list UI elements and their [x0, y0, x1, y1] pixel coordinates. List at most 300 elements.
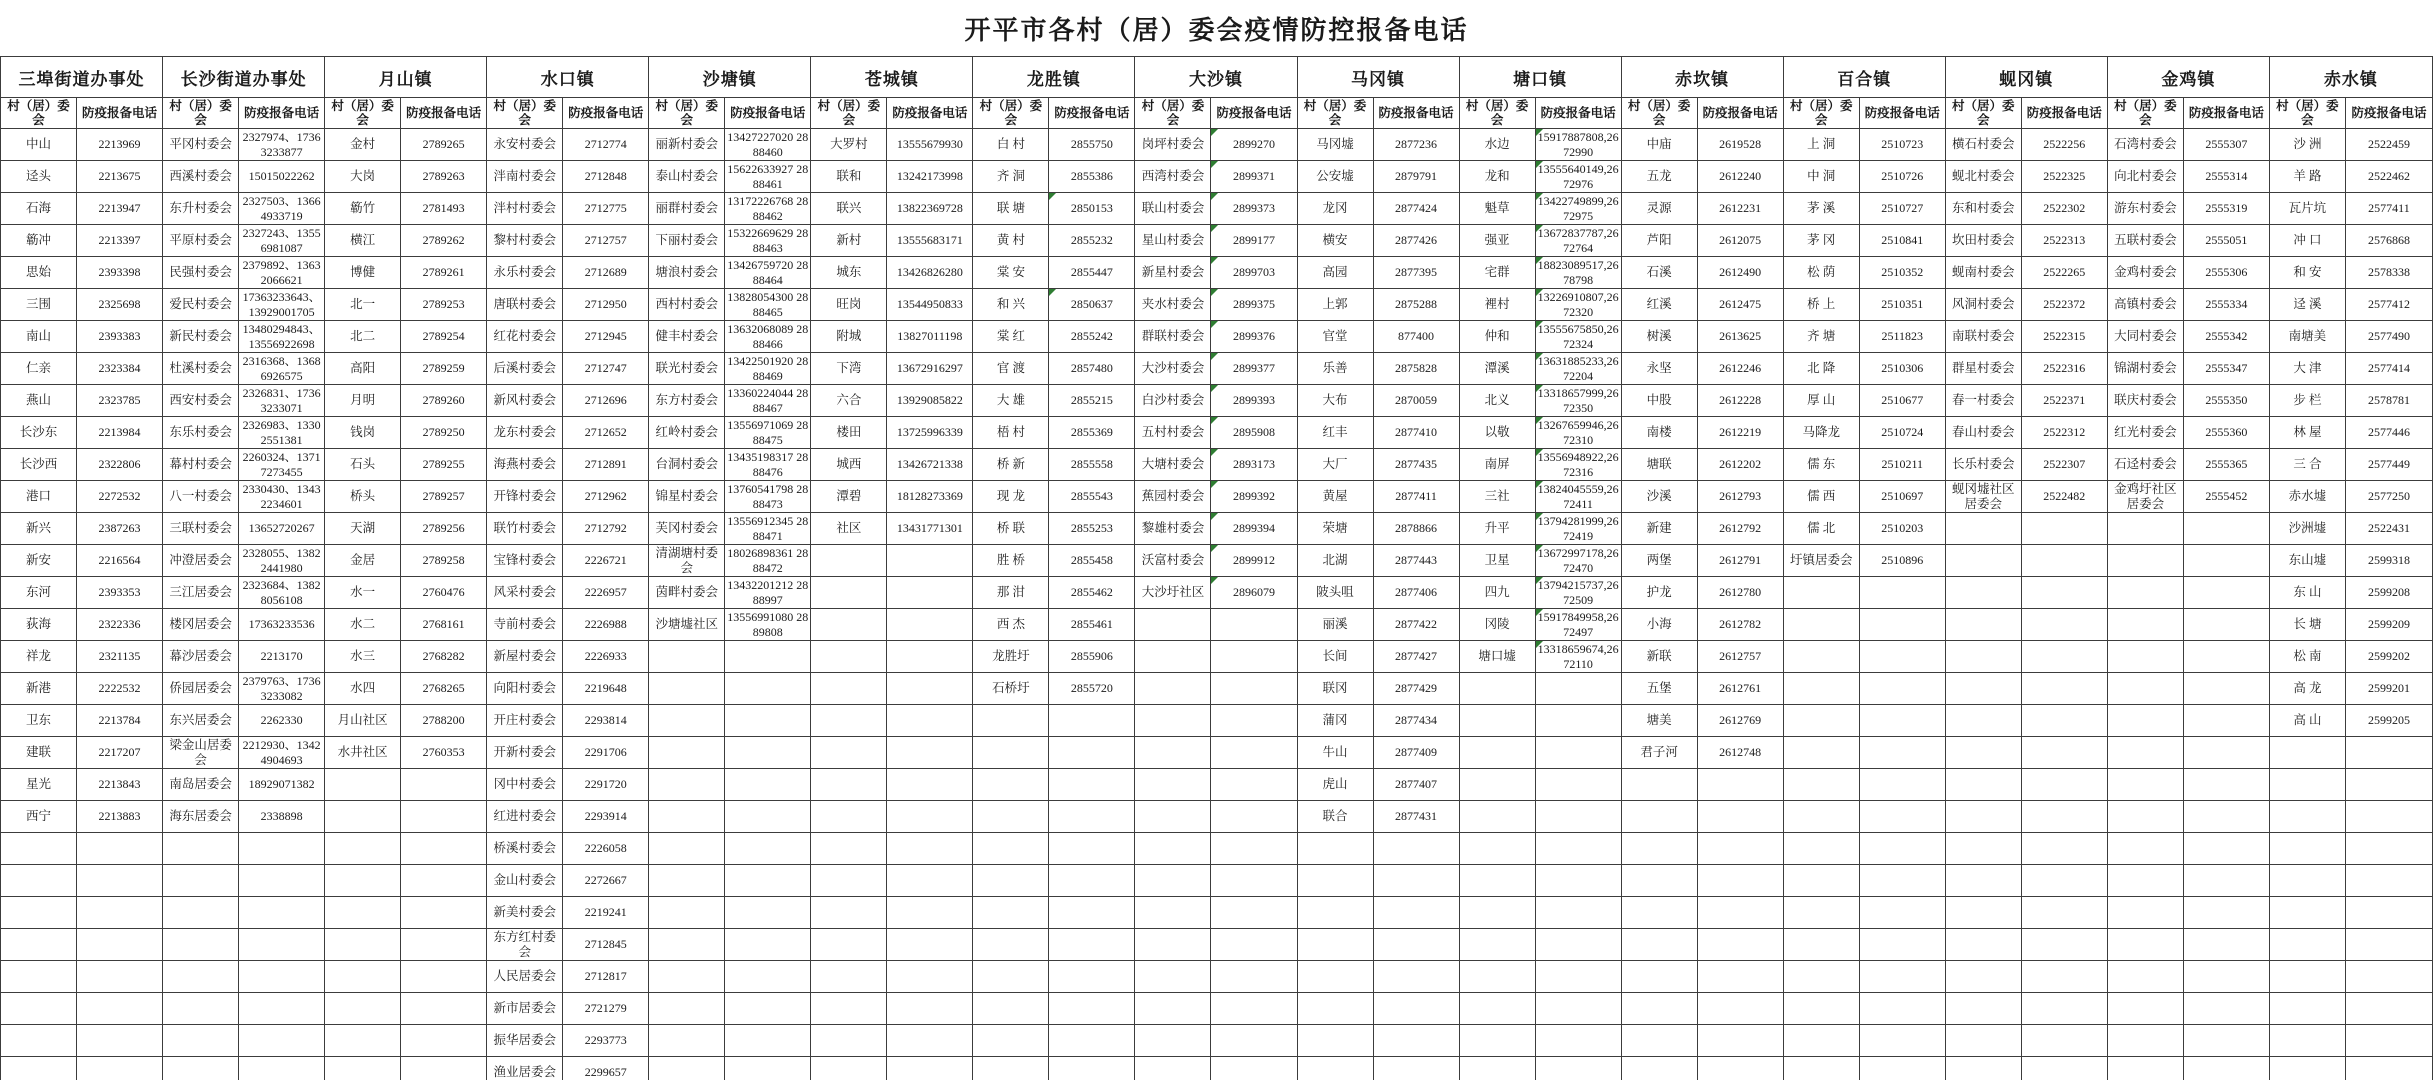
- phone-column-header: 防疫报备电话: [563, 98, 649, 129]
- village-cell: 中 洞: [1783, 161, 1859, 193]
- village-column-header: 村（居）委会: [1297, 98, 1373, 129]
- phone-cell: 2619528: [1697, 129, 1783, 161]
- phone-cell: 2899371: [1211, 161, 1297, 193]
- village-cell: [2107, 513, 2183, 545]
- phone-cell: [239, 1057, 325, 1080]
- village-cell: [1459, 833, 1535, 865]
- phone-cell: [2021, 673, 2107, 705]
- phone-cell: 2712891: [563, 449, 649, 481]
- village-cell: [1783, 737, 1859, 769]
- village-cell: [811, 673, 887, 705]
- village-cell: 新民村委会: [163, 321, 239, 353]
- phone-cell: [1697, 1057, 1783, 1080]
- phone-cell: 2262330: [239, 705, 325, 737]
- village-cell: [811, 1057, 887, 1080]
- phone-cell: 2510727: [1859, 193, 1945, 225]
- village-cell: 潭碧: [811, 481, 887, 513]
- phone-cell: 2789263: [401, 161, 487, 193]
- village-cell: 健丰村委会: [649, 321, 725, 353]
- phone-cell: 2789258: [401, 545, 487, 577]
- phone-cell: [1535, 993, 1621, 1025]
- village-cell: [973, 865, 1049, 897]
- village-cell: 开锋村委会: [487, 481, 563, 513]
- village-cell: 东河: [1, 577, 77, 609]
- phone-cell: [1697, 897, 1783, 929]
- village-cell: 城东: [811, 257, 887, 289]
- phone-cell: [1859, 1057, 1945, 1080]
- village-cell: 联竹村委会: [487, 513, 563, 545]
- village-cell: 后溪村委会: [487, 353, 563, 385]
- village-cell: [649, 801, 725, 833]
- phone-cell: 2291706: [563, 737, 649, 769]
- phone-cell: 2612769: [1697, 705, 1783, 737]
- village-cell: 裡村: [1459, 289, 1535, 321]
- village-cell: 港口: [1, 481, 77, 513]
- village-cell: [2107, 993, 2183, 1025]
- village-cell: [1621, 769, 1697, 801]
- village-cell: 芙冈村委会: [649, 513, 725, 545]
- village-cell: 沙 洲: [2269, 129, 2345, 161]
- village-cell: 旺岗: [811, 289, 887, 321]
- village-cell: 红丰: [1297, 417, 1373, 449]
- phone-cell: 2327503、13664933719: [239, 193, 325, 225]
- village-cell: 红岭村委会: [649, 417, 725, 449]
- village-cell: 幕村村委会: [163, 449, 239, 481]
- village-cell: 桥 上: [1783, 289, 1859, 321]
- phone-cell: 13426826280: [887, 257, 973, 289]
- phone-cell: [1373, 897, 1459, 929]
- phone-cell: 2577446: [2345, 417, 2432, 449]
- village-cell: [1297, 929, 1373, 961]
- village-cell: 黄屋: [1297, 481, 1373, 513]
- phone-cell: 2555365: [2183, 449, 2269, 481]
- table-row: [1, 481, 2433, 513]
- village-cell: 海东居委会: [163, 801, 239, 833]
- village-cell: 马冈墟: [1297, 129, 1373, 161]
- village-cell: 君子河: [1621, 737, 1697, 769]
- town-header: 百合镇: [1783, 57, 1945, 98]
- phone-cell: 13172226768 2888462: [725, 193, 811, 225]
- village-cell: 大岗: [325, 161, 401, 193]
- village-cell: 永安村委会: [487, 129, 563, 161]
- phone-cell: 13824045559,2672411: [1535, 481, 1621, 513]
- village-cell: [973, 897, 1049, 929]
- table-row: [1, 609, 2433, 641]
- phone-cell: 13827011198: [887, 321, 973, 353]
- phone-cell: [2345, 1025, 2432, 1057]
- phone-cell: 13556912345 2888471: [725, 513, 811, 545]
- phone-cell: [1859, 609, 1945, 641]
- phone-cell: 2599201: [2345, 673, 2432, 705]
- village-cell: [811, 833, 887, 865]
- village-column-header: 村（居）委会: [163, 98, 239, 129]
- phone-cell: 2712950: [563, 289, 649, 321]
- phone-cell: 15917849958,2672497: [1535, 609, 1621, 641]
- phone-cell: 2712774: [563, 129, 649, 161]
- village-cell: [973, 993, 1049, 1025]
- village-cell: [649, 737, 725, 769]
- phone-cell: 2599205: [2345, 705, 2432, 737]
- village-cell: [1945, 545, 2021, 577]
- phone-cell: [1211, 705, 1297, 737]
- village-cell: 新港: [1, 673, 77, 705]
- phone-cell: 13652720267: [239, 513, 325, 545]
- village-cell: 下丽村委会: [649, 225, 725, 257]
- phone-cell: [2183, 641, 2269, 673]
- village-cell: 大 雄: [973, 385, 1049, 417]
- phone-cell: [77, 993, 163, 1025]
- town-header: 三埠街道办事处: [1, 57, 163, 98]
- phone-cell: 13426759720 2888464: [725, 257, 811, 289]
- phone-cell: [2021, 737, 2107, 769]
- phone-cell: 2577449: [2345, 449, 2432, 481]
- village-cell: [1783, 577, 1859, 609]
- phone-cell: [1211, 897, 1297, 929]
- village-column-header: 村（居）委会: [1, 98, 77, 129]
- village-cell: [1135, 1057, 1211, 1080]
- village-cell: [2107, 641, 2183, 673]
- phone-cell: 18929071382: [239, 769, 325, 801]
- phone-cell: 13555679930: [887, 129, 973, 161]
- phone-cell: [1211, 737, 1297, 769]
- phone-cell: [1211, 993, 1297, 1025]
- table-row: [1, 1057, 2433, 1080]
- phone-cell: 2788200: [401, 705, 487, 737]
- phone-cell: [239, 833, 325, 865]
- phone-cell: 13822369728: [887, 193, 973, 225]
- phone-cell: [1211, 961, 1297, 993]
- phone-cell: 2510203: [1859, 513, 1945, 545]
- phone-cell: [2021, 929, 2107, 961]
- village-cell: 夹水村委会: [1135, 289, 1211, 321]
- village-cell: [649, 833, 725, 865]
- phone-cell: [887, 545, 973, 577]
- village-cell: 大塘村委会: [1135, 449, 1211, 481]
- page-title: 开平市各村（居）委会疫情防控报备电话: [964, 15, 1469, 45]
- phone-cell: [1535, 1057, 1621, 1080]
- table-row: [1, 1025, 2433, 1057]
- village-column-header: 村（居）委会: [1621, 98, 1697, 129]
- phone-cell: 2293773: [563, 1025, 649, 1057]
- village-cell: [973, 1057, 1049, 1080]
- phone-cell: 2522316: [2021, 353, 2107, 385]
- table-row: [1, 769, 2433, 801]
- village-cell: 丽群村委会: [649, 193, 725, 225]
- phone-cell: 17363233536: [239, 609, 325, 641]
- table-row: [1, 225, 2433, 257]
- phone-cell: 2712945: [563, 321, 649, 353]
- village-cell: [2269, 993, 2345, 1025]
- village-cell: [1783, 1025, 1859, 1057]
- phone-cell: 2213947: [77, 193, 163, 225]
- village-cell: [973, 705, 1049, 737]
- phone-cell: 2612202: [1697, 449, 1783, 481]
- phone-column-header: 防疫报备电话: [1535, 98, 1621, 129]
- phone-cell: [77, 961, 163, 993]
- village-cell: 厚 山: [1783, 385, 1859, 417]
- phone-cell: [725, 929, 811, 961]
- phone-cell: 2877443: [1373, 545, 1459, 577]
- village-cell: 长间: [1297, 641, 1373, 673]
- phone-cell: 13672837787,2672764: [1535, 225, 1621, 257]
- village-cell: [2107, 1057, 2183, 1080]
- phone-cell: 2612782: [1697, 609, 1783, 641]
- phone-cell: 2899375: [1211, 289, 1297, 321]
- phone-cell: [2021, 577, 2107, 609]
- village-cell: 强亚: [1459, 225, 1535, 257]
- village-cell: 松 南: [2269, 641, 2345, 673]
- village-cell: [649, 993, 725, 1025]
- village-cell: 锦湖村委会: [2107, 353, 2183, 385]
- village-cell: 八一村委会: [163, 481, 239, 513]
- phone-cell: 2712848: [563, 161, 649, 193]
- village-cell: 石桥圩: [973, 673, 1049, 705]
- phone-cell: 13555683171: [887, 225, 973, 257]
- phone-column-header: 防疫报备电话: [1373, 98, 1459, 129]
- table-row: [1, 641, 2433, 673]
- phone-cell: 2613625: [1697, 321, 1783, 353]
- village-cell: 月明: [325, 385, 401, 417]
- phone-cell: 2555314: [2183, 161, 2269, 193]
- table-row: [1, 545, 2433, 577]
- phone-cell: 2338898: [239, 801, 325, 833]
- village-cell: 长 塘: [2269, 609, 2345, 641]
- village-cell: 塘口墟: [1459, 641, 1535, 673]
- phone-cell: [887, 801, 973, 833]
- phone-cell: [77, 865, 163, 897]
- village-cell: 桥 新: [973, 449, 1049, 481]
- village-cell: 魁草: [1459, 193, 1535, 225]
- phone-cell: 2213843: [77, 769, 163, 801]
- phone-cell: 2272532: [77, 481, 163, 513]
- village-cell: [2107, 897, 2183, 929]
- phone-cell: 2522256: [2021, 129, 2107, 161]
- phone-cell: 2855386: [1049, 161, 1135, 193]
- village-cell: [973, 769, 1049, 801]
- village-cell: 平原村委会: [163, 225, 239, 257]
- village-column-header: 村（居）委会: [2269, 98, 2345, 129]
- phone-cell: [2183, 1025, 2269, 1057]
- phone-cell: [887, 641, 973, 673]
- phone-cell: 13426721338: [887, 449, 973, 481]
- village-cell: 沙塘墟社区: [649, 609, 725, 641]
- village-cell: [2107, 577, 2183, 609]
- phone-cell: 2323384: [77, 353, 163, 385]
- phone-cell: [1535, 961, 1621, 993]
- village-cell: [1945, 897, 2021, 929]
- village-cell: [1783, 865, 1859, 897]
- phone-cell: 2899394: [1211, 513, 1297, 545]
- village-cell: [1135, 641, 1211, 673]
- table-row: [1, 737, 2433, 769]
- town-header: 塘口镇: [1459, 57, 1621, 98]
- village-cell: 长沙西: [1, 449, 77, 481]
- phone-cell: 2712652: [563, 417, 649, 449]
- phone-cell: [725, 801, 811, 833]
- phone-cell: [2021, 641, 2107, 673]
- table-row: [1, 673, 2433, 705]
- village-cell: [811, 993, 887, 1025]
- phone-column-header: 防疫报备电话: [239, 98, 325, 129]
- phone-cell: 2510697: [1859, 481, 1945, 513]
- village-cell: 南山: [1, 321, 77, 353]
- village-cell: [1783, 833, 1859, 865]
- phone-cell: [2183, 737, 2269, 769]
- village-cell: 新屋村委会: [487, 641, 563, 673]
- phone-cell: 2855543: [1049, 481, 1135, 513]
- phone-cell: 2612748: [1697, 737, 1783, 769]
- village-cell: 五龙: [1621, 161, 1697, 193]
- village-cell: 儒 北: [1783, 513, 1859, 545]
- village-cell: 儒 东: [1783, 449, 1859, 481]
- village-cell: 中山: [1, 129, 77, 161]
- village-cell: 钱岗: [325, 417, 401, 449]
- village-cell: 芦阳: [1621, 225, 1697, 257]
- phone-cell: 13760541798 2888473: [725, 481, 811, 513]
- table-row: [1, 289, 2433, 321]
- village-cell: 锦星村委会: [649, 481, 725, 513]
- village-cell: 东方村委会: [649, 385, 725, 417]
- village-cell: 东升村委会: [163, 193, 239, 225]
- phone-cell: 2612240: [1697, 161, 1783, 193]
- village-cell: 海燕村委会: [487, 449, 563, 481]
- phone-cell: [2021, 961, 2107, 993]
- phone-cell: 13267659946,2672310: [1535, 417, 1621, 449]
- village-cell: [973, 833, 1049, 865]
- village-cell: [163, 1057, 239, 1080]
- phone-cell: 2877426: [1373, 225, 1459, 257]
- village-cell: 泰山村委会: [649, 161, 725, 193]
- village-cell: 石迳村委会: [2107, 449, 2183, 481]
- phone-cell: [1859, 865, 1945, 897]
- phone-cell: 2219241: [563, 897, 649, 929]
- village-cell: 西湾村委会: [1135, 161, 1211, 193]
- phone-cell: 2612246: [1697, 353, 1783, 385]
- phone-cell: [1049, 865, 1135, 897]
- village-cell: [325, 993, 401, 1025]
- phone-cell: 2612761: [1697, 673, 1783, 705]
- village-cell: [1297, 865, 1373, 897]
- phone-cell: 13427227020 2888460: [725, 129, 811, 161]
- phone-cell: 2510723: [1859, 129, 1945, 161]
- phone-cell: 2789254: [401, 321, 487, 353]
- village-column-header: 村（居）委会: [973, 98, 1049, 129]
- village-cell: 杜溪村委会: [163, 353, 239, 385]
- village-cell: [1, 833, 77, 865]
- village-cell: [325, 833, 401, 865]
- phone-cell: 2379892、13632066621: [239, 257, 325, 289]
- village-cell: 白沙村委会: [1135, 385, 1211, 417]
- phone-cell: [401, 865, 487, 897]
- village-cell: [325, 769, 401, 801]
- village-cell: [1459, 673, 1535, 705]
- phone-cell: 15917887808,2672990: [1535, 129, 1621, 161]
- phone-cell: 18823089517,2678798: [1535, 257, 1621, 289]
- village-column-header: 村（居）委会: [1135, 98, 1211, 129]
- phone-cell: 2855750: [1049, 129, 1135, 161]
- phone-cell: 2895908: [1211, 417, 1297, 449]
- village-cell: 星光: [1, 769, 77, 801]
- table-row: [1, 801, 2433, 833]
- village-cell: 三围: [1, 289, 77, 321]
- phone-cell: 2712962: [563, 481, 649, 513]
- village-cell: [163, 897, 239, 929]
- phone-cell: 2855462: [1049, 577, 1135, 609]
- phone-cell: 2226721: [563, 545, 649, 577]
- village-cell: 大布: [1297, 385, 1373, 417]
- phone-cell: [1859, 961, 1945, 993]
- village-cell: 高镇村委会: [2107, 289, 2183, 321]
- village-column-header: 村（居）委会: [325, 98, 401, 129]
- phone-cell: [401, 769, 487, 801]
- phone-cell: 2877409: [1373, 737, 1459, 769]
- phone-cell: [2021, 705, 2107, 737]
- phone-column-header: 防疫报备电话: [401, 98, 487, 129]
- table-row: [1, 705, 2433, 737]
- phone-cell: 2522307: [2021, 449, 2107, 481]
- village-cell: 新建: [1621, 513, 1697, 545]
- phone-cell: 2877431: [1373, 801, 1459, 833]
- village-cell: 圩镇居委会: [1783, 545, 1859, 577]
- village-cell: 马降龙: [1783, 417, 1859, 449]
- phone-cell: [1859, 673, 1945, 705]
- village-cell: 高 龙: [2269, 673, 2345, 705]
- table-row: [1, 417, 2433, 449]
- phone-cell: 2323684、13828056108: [239, 577, 325, 609]
- village-cell: [649, 705, 725, 737]
- phone-cell: 2877429: [1373, 673, 1459, 705]
- village-cell: [973, 961, 1049, 993]
- table-row: [1, 385, 2433, 417]
- village-cell: 高阳: [325, 353, 401, 385]
- phone-cell: 2213397: [77, 225, 163, 257]
- town-header: 沙塘镇: [649, 57, 811, 98]
- phone-cell: [77, 929, 163, 961]
- village-cell: 荻海: [1, 609, 77, 641]
- phone-cell: [2021, 897, 2107, 929]
- town-header: 月山镇: [325, 57, 487, 98]
- phone-cell: [1697, 1025, 1783, 1057]
- phone-cell: [2183, 705, 2269, 737]
- village-cell: [163, 961, 239, 993]
- phone-cell: [1697, 833, 1783, 865]
- phone-cell: [2021, 865, 2107, 897]
- phone-cell: 2899912: [1211, 545, 1297, 577]
- table-row: [1, 833, 2433, 865]
- village-cell: [2269, 929, 2345, 961]
- village-cell: 龙东村委会: [487, 417, 563, 449]
- village-cell: 上郭: [1297, 289, 1373, 321]
- phone-cell: 2379763、17363233082: [239, 673, 325, 705]
- phone-cell: 2510896: [1859, 545, 1945, 577]
- phone-cell: [1049, 737, 1135, 769]
- village-cell: [649, 865, 725, 897]
- village-cell: [1135, 897, 1211, 929]
- phone-cell: 18026898361 2888472: [725, 545, 811, 577]
- village-cell: [163, 833, 239, 865]
- phone-cell: 2226058: [563, 833, 649, 865]
- phone-cell: 2768161: [401, 609, 487, 641]
- phone-cell: 2877422: [1373, 609, 1459, 641]
- phone-cell: [1373, 1057, 1459, 1080]
- phone-cell: [1697, 865, 1783, 897]
- phone-cell: 2855215: [1049, 385, 1135, 417]
- village-cell: 中庙: [1621, 129, 1697, 161]
- phone-cell: [401, 929, 487, 961]
- village-cell: [811, 545, 887, 577]
- village-cell: 水边: [1459, 129, 1535, 161]
- village-cell: 新兴: [1, 513, 77, 545]
